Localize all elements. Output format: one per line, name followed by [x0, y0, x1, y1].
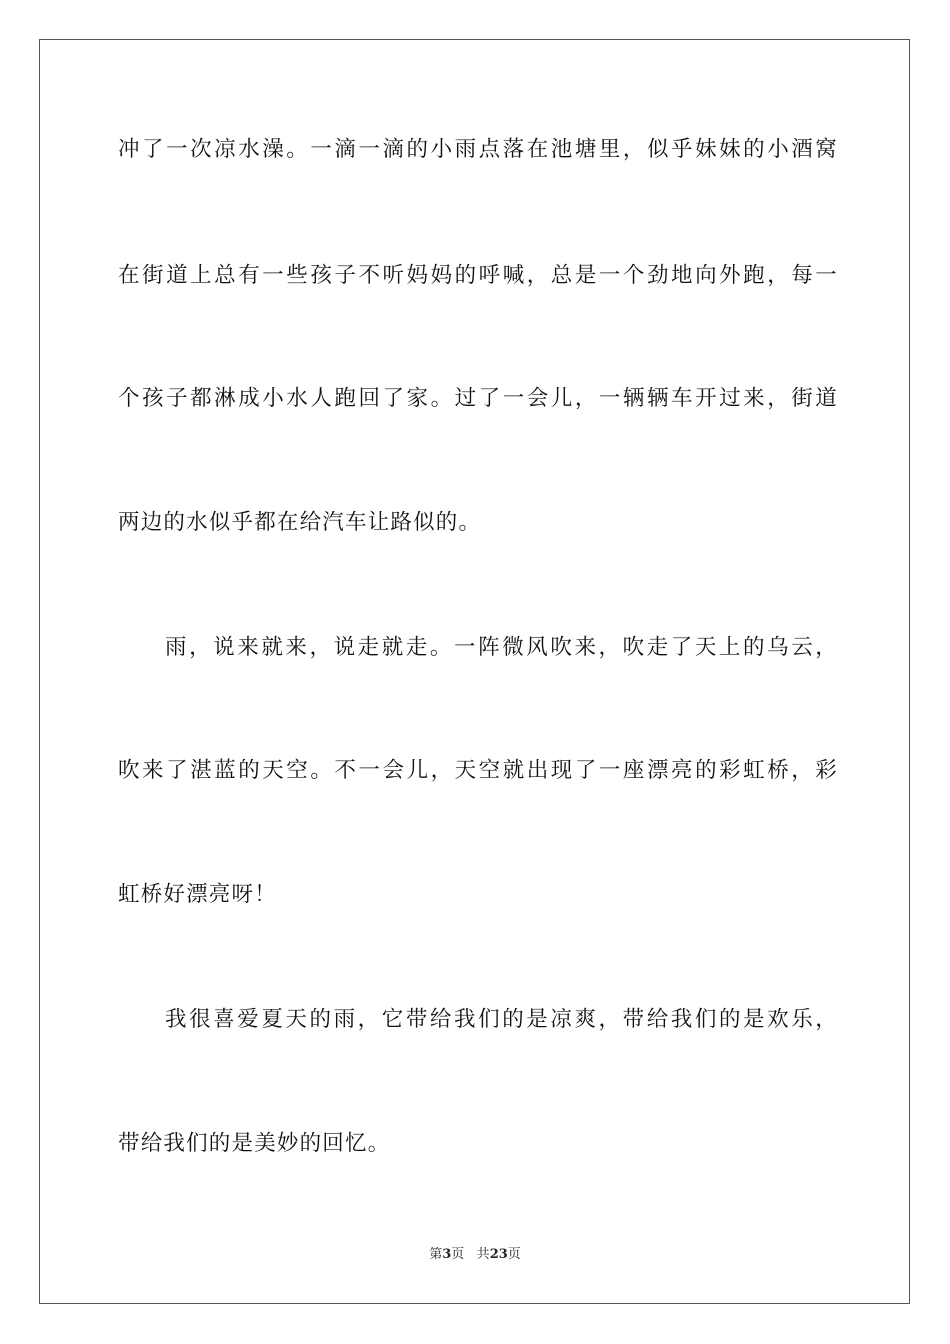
total-prefix: 共	[476, 1247, 490, 1262]
paragraph-line-2: 在街道上总有一些孩子不听妈妈的呼喊，总是一个劲地向外跑，每一	[118, 263, 838, 288]
paragraph-line-6: 吹来了湛蓝的天空。不一会儿，天空就出现了一座漂亮的彩虹桥，彩	[118, 758, 838, 783]
paragraph-line-9: 带给我们的是美妙的回忆。	[118, 1131, 391, 1156]
paragraph-line-7: 虹桥好漂亮呀！	[118, 882, 277, 907]
page-suffix: 页	[451, 1247, 465, 1262]
paragraph-line-3: 个孩子都淋成小水人跑回了家。过了一会儿，一辆辆车开过来，街道	[118, 386, 838, 411]
paragraph-line-4: 两边的水似乎都在给汽车让路似的。	[118, 510, 482, 535]
paragraph-line-5: 雨，说来就来，说走就走。一阵微风吹来，吹走了天上的乌云，	[165, 635, 838, 660]
total-page-count: 23	[489, 1247, 508, 1262]
total-suffix: 页	[507, 1247, 521, 1262]
page-prefix: 第	[429, 1247, 443, 1262]
page-footer	[0, 1246, 950, 1264]
paragraph-line-8: 我很喜爱夏天的雨，它带给我们的是凉爽，带给我们的是欢乐，	[165, 1007, 838, 1032]
paragraph-line-1: 冲了一次凉水澡。一滴一滴的小雨点落在池塘里，似乎妹妹的小酒窝	[118, 137, 838, 162]
current-page-number: 3	[442, 1247, 452, 1262]
page-border	[39, 39, 910, 1304]
